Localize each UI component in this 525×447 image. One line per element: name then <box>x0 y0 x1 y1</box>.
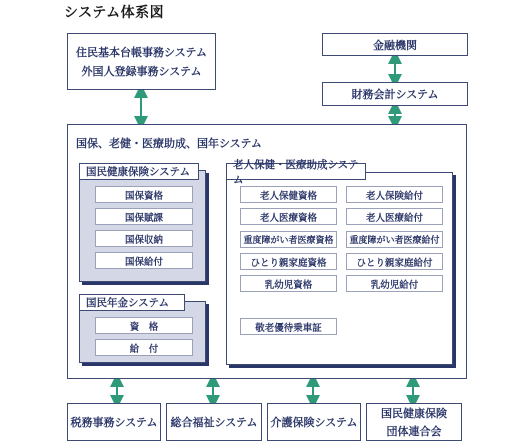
roken-right-item: 乳幼児給付 <box>346 275 443 292</box>
kokuho-item: 国保資格 <box>95 186 193 203</box>
kokuho-item: 国保収納 <box>95 230 193 247</box>
kokunen-panel-title: 国民年金システム <box>79 294 185 311</box>
kokunen-item: 資 格 <box>95 317 193 334</box>
roken-right-item: 老人保険給付 <box>346 186 443 203</box>
tax-system-box: 税務事務システム <box>67 403 161 441</box>
accounting-system-box: 財務会計システム <box>322 82 468 106</box>
roken-left-item: 老人医療資格 <box>240 208 337 225</box>
welfare-system-box: 総合福祉システム <box>166 403 262 441</box>
registry-line1: 住民基本台帳事務システム <box>76 46 207 59</box>
federation-line1: 国民健康保険 <box>381 407 447 420</box>
roken-right-item: 老人医療給付 <box>346 208 443 225</box>
roken-panel-title: 老人保健・医療助成システム <box>226 163 366 180</box>
care-insurance-system-box: 介護保険システム <box>267 403 361 441</box>
page-title: システム体系図 <box>64 5 165 21</box>
federation-line2: 団体連合会 <box>386 425 442 438</box>
roken-left-item: 重度障がい者医療資格 <box>240 231 337 248</box>
registry-line2: 外国人登録事務システム <box>81 65 202 78</box>
kokunen-item: 給 付 <box>95 339 193 356</box>
roken-left-item: 乳幼児資格 <box>240 275 337 292</box>
kokuho-panel-title: 国民健康保険システム <box>79 163 199 180</box>
roken-right-item: ひとり親家庭給付 <box>346 253 443 270</box>
roken-right-item: 重度障がい者医療給付 <box>346 231 443 248</box>
registry-system-box <box>67 33 216 90</box>
finance-institution-box: 金融機関 <box>322 33 468 56</box>
kokuho-item: 国保賦課 <box>95 208 193 225</box>
kokuho-item: 国保給付 <box>95 252 193 269</box>
main-system-title: 国保、老健・医療助成、国年システム <box>76 137 262 150</box>
federation-box <box>366 403 462 441</box>
roken-left-item: ひとり親家庭資格 <box>240 253 337 270</box>
roken-bottom-item: 敬老優待乗車証 <box>240 318 337 335</box>
roken-left-item: 老人保健資格 <box>240 186 337 203</box>
